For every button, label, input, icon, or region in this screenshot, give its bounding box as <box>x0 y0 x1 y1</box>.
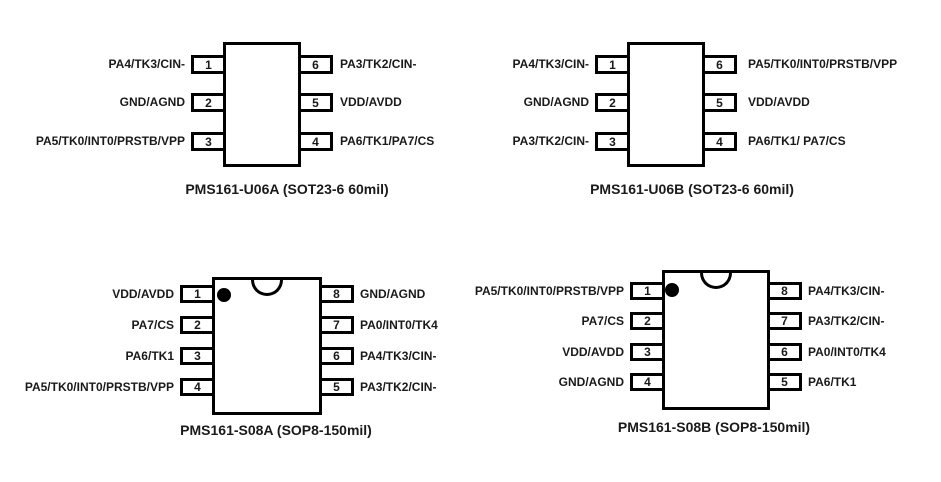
pin-box <box>630 312 665 330</box>
pin-box <box>319 316 354 334</box>
pin1-dot <box>665 283 679 297</box>
pin-box <box>319 378 354 396</box>
chip-caption: PMS161-S08B (SOP8-150mil) <box>617 419 811 435</box>
pin-number: 5 <box>716 95 723 110</box>
pin-number: 7 <box>333 318 340 332</box>
pin-label: PA6/TK1 <box>125 349 174 363</box>
pin-label: VDD/AVDD <box>748 95 810 109</box>
pin-label: GND/AGND <box>558 375 624 389</box>
pin-box <box>180 316 215 334</box>
pin-label: PA5/TK0/INT0/PRSTB/VPP <box>748 57 898 71</box>
pin-number: 1 <box>644 284 651 298</box>
pin-box <box>180 285 215 303</box>
pin-box <box>298 132 333 151</box>
pin-label: PA7/CS <box>581 314 624 328</box>
pin-label: PA5/TK0/INT0/PRSTB/VPP <box>35 134 185 148</box>
pin-label: PA3/TK2/CIN- <box>512 134 589 148</box>
pin-box <box>180 347 215 365</box>
pin-label: PA5/TK0/INT0/PRSTB/VPP <box>24 380 174 394</box>
pin-number: 6 <box>312 57 319 72</box>
pin-number: 4 <box>644 375 651 389</box>
pin-number: 2 <box>194 318 201 332</box>
chip-caption: PMS161-U06B (SOT23-6 60mil) <box>590 181 794 197</box>
pin-number: 7 <box>781 314 788 328</box>
pin-box <box>191 132 226 151</box>
pin-box <box>630 343 665 361</box>
pin-number: 4 <box>716 134 723 149</box>
pin-label: PA6/TK1/PA7/CS <box>340 134 435 148</box>
pin-label: PA4/TK3/CIN- <box>808 284 885 298</box>
pin-label: PA3/TK2/CIN- <box>340 57 417 71</box>
pin-label: VDD/AVDD <box>340 95 402 109</box>
pin-label: GND/AGND <box>523 95 589 109</box>
pin1-dot <box>217 288 231 302</box>
pin-number: 6 <box>781 345 788 359</box>
pin-box <box>767 312 802 330</box>
pin-label: GND/AGND <box>360 287 426 301</box>
pin-number: 5 <box>781 375 788 389</box>
pin-number: 1 <box>205 57 212 72</box>
pin-box <box>298 55 333 74</box>
pin-label: PA6/TK1 <box>808 375 857 389</box>
pin-number: 3 <box>609 134 616 149</box>
pin-number: 8 <box>781 284 788 298</box>
pin-box <box>595 55 630 74</box>
pin-box <box>767 282 802 300</box>
pin-label: VDD/AVDD <box>112 287 174 301</box>
pin-box <box>319 285 354 303</box>
chip-caption: PMS161-U06A (SOT23-6 60mil) <box>185 181 389 197</box>
pin-number: 4 <box>312 134 319 149</box>
pin-label: PA4/TK3/CIN- <box>108 57 185 71</box>
pin-label: PA4/TK3/CIN- <box>512 57 589 71</box>
pin-number: 5 <box>333 380 340 394</box>
pin-label: PA6/TK1/ PA7/CS <box>748 134 846 148</box>
chip-caption: PMS161-S08A (SOP8-150mil) <box>180 422 372 438</box>
pin-box <box>702 93 737 112</box>
pin-label: VDD/AVDD <box>562 345 624 359</box>
pin-box <box>298 93 333 112</box>
pin-label: PA3/TK2/CIN- <box>360 380 437 394</box>
pin-number: 3 <box>644 345 651 359</box>
pin-box <box>630 282 665 300</box>
pin-number: 3 <box>194 349 201 363</box>
pin-box <box>191 93 226 112</box>
pin-number: 4 <box>194 380 201 394</box>
pin-box <box>767 373 802 391</box>
pin-box <box>702 55 737 74</box>
pin-label: PA0/INT0/TK4 <box>808 345 886 359</box>
pin-box <box>767 343 802 361</box>
pin-box <box>191 55 226 74</box>
pin-label: GND/AGND <box>119 95 185 109</box>
pin-label: PA3/TK2/CIN- <box>808 314 885 328</box>
pin-box <box>319 347 354 365</box>
pin-box <box>595 132 630 151</box>
pin-number: 8 <box>333 287 340 301</box>
pin-label: PA0/INT0/TK4 <box>360 318 438 332</box>
pin-box <box>180 378 215 396</box>
pin-number: 2 <box>644 314 651 328</box>
pin-number: 1 <box>609 57 616 72</box>
pin-number: 6 <box>716 57 723 72</box>
pin-box <box>702 132 737 151</box>
chip-body <box>223 42 301 167</box>
pin-label: PA4/TK3/CIN- <box>360 349 437 363</box>
pin-number: 2 <box>205 95 212 110</box>
pin-number: 5 <box>312 95 319 110</box>
pin-box <box>595 93 630 112</box>
pin-number: 1 <box>194 287 201 301</box>
pin-label: PA5/TK0/INT0/PRSTB/VPP <box>474 284 624 298</box>
pin-number: 3 <box>205 134 212 149</box>
pin-box <box>630 373 665 391</box>
pin-number: 2 <box>609 95 616 110</box>
pin-number: 6 <box>333 349 340 363</box>
chip-body <box>627 42 705 167</box>
pin-label: PA7/CS <box>131 318 174 332</box>
